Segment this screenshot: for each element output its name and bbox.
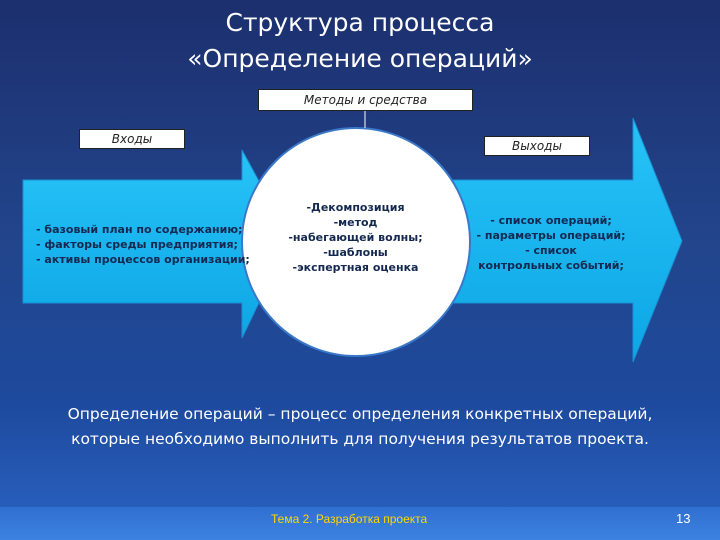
definition-line: Определение операций – процесс определения конкретных операций, [67,405,653,423]
outputs-label-box: Выходы [484,136,590,156]
inputs-item: - факторы среды предприятия; [36,238,238,251]
methods-item: -метод [333,216,378,229]
outputs-item: контрольных событий; [478,259,624,272]
methods-item: -Декомпозиция [306,201,405,214]
definition-line: которые необходимо выполнить для получения результатов проекта. [71,430,649,448]
definition-text [20,402,700,452]
methods-item: -экспертная оценка [292,261,419,274]
outputs-item: - список [525,244,577,257]
outputs-list [467,213,635,273]
slide-title-line1: Структура процесса [225,8,495,37]
page-number: 13 [676,511,691,526]
methods-list [283,200,428,275]
methods-label-box: Методы и средства [258,89,473,111]
methods-item: -шаблоны [323,246,388,259]
footer-topic: Тема 2. Разработка проекта [271,512,428,526]
slide-title-line2: «Определение операций» [187,44,533,73]
methods-item: -набегающей волны; [288,231,423,244]
inputs-label-box: Входы [79,129,185,149]
inputs-item: - базовый план по содержанию; [36,223,243,236]
outputs-item: - параметры операций; [476,229,626,242]
inputs-item: - активы процессов организации; [36,253,250,266]
outputs-item: - список операций; [490,214,612,227]
inputs-list [36,222,250,267]
